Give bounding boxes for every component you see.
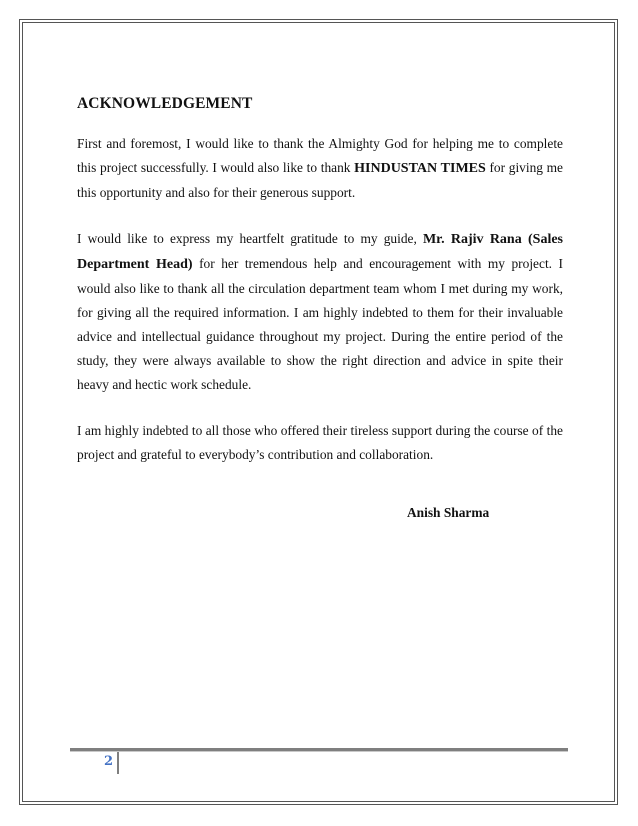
paragraph-text: for giving me this opportunity and also for their generous support. <box>77 160 563 200</box>
paragraph-text: First and foremost, I would like to thank the Almighty God for helping me to complete this project successfully. I would also like to thank <box>77 136 563 175</box>
page-number: 2 <box>104 754 114 769</box>
guide-name: Mr. Rajiv Rana (Sales Department Head) <box>77 232 563 272</box>
document-body <box>77 92 563 489</box>
paragraph-closing: I am highly indebted to all those who offered their tireless support during the course of the project and grateful to everybody’s contribution and collaboration. <box>77 423 563 462</box>
paragraph-thanks <box>77 132 563 205</box>
page-title: ACKNOWLEDGEMENT <box>77 95 253 112</box>
footer-divider <box>70 748 568 752</box>
signature-name: Anish Sharma <box>407 505 490 520</box>
paragraph-text: I would like to express my heartfelt gratitude to my guide, <box>77 231 423 246</box>
company-name: HINDUSTAN TIMES <box>354 161 486 176</box>
paragraph-guide <box>77 227 563 397</box>
footer-vertical-divider <box>117 752 119 774</box>
paragraph-text: for her tremendous help and encouragement with my project. I would also like to thank all the circulation department team whom I met during my work, for giving all the required information. I am highly indebted to them for their invaluable advice and intellectual guidance throughout my project. During the entire period of the study, they were always available to show the right direction and advice in spite their heavy and hectic work schedule. <box>77 256 563 392</box>
